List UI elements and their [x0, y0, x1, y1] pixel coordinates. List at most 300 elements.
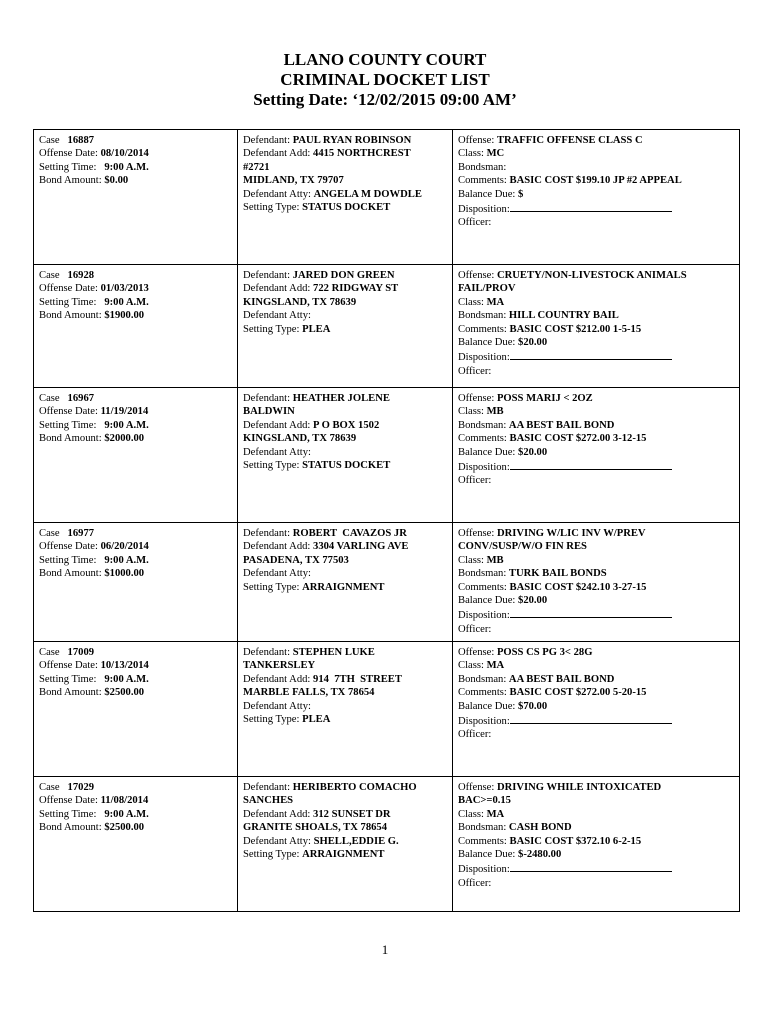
comments	[458, 432, 734, 445]
setting-type-value: STATUS DOCKET	[302, 202, 391, 214]
bond-amount-label: Bond Amount:	[39, 175, 105, 187]
comments-label: Comments:	[458, 687, 510, 699]
setting-type-label: Setting Type:	[243, 581, 303, 593]
setting-time	[39, 808, 232, 821]
officer-label: Officer:	[458, 365, 492, 377]
defendant-name-value: PAUL RYAN ROBINSON	[292, 135, 412, 146]
offense-date	[39, 540, 232, 553]
balance-due-label: Balance Due:	[458, 337, 519, 349]
case-number-value: 16967	[67, 393, 95, 404]
defendant-attorney-value: SHELL,EDDIE G.	[313, 835, 399, 847]
case-number	[39, 781, 232, 794]
defendant-address-label: Defendant Add:	[243, 283, 314, 295]
case-number	[39, 392, 232, 405]
offense-class-label: Class:	[458, 554, 487, 566]
officer	[458, 474, 734, 487]
offense-cont: FAIL/PROV	[458, 283, 516, 295]
defendant-address-line3: MIDLAND, TX 79707	[243, 175, 344, 187]
offense-date-value: 01/03/2013	[100, 283, 149, 295]
offense-cont: BAC>=0.15	[458, 795, 511, 807]
bond-amount	[39, 821, 232, 834]
docket-row	[34, 265, 740, 388]
offense-cell	[453, 523, 740, 642]
disposition-blank-line	[510, 713, 672, 724]
balance-due	[458, 700, 734, 713]
bond-amount-value: $2000.00	[104, 433, 145, 445]
defendant-cell	[238, 523, 453, 642]
defendant-attorney	[243, 309, 447, 322]
case-info-cell	[34, 523, 238, 642]
docket-row	[34, 130, 740, 265]
defendant-cell	[238, 130, 453, 265]
defendant-attorney	[243, 835, 447, 848]
setting-type-label: Setting Type:	[243, 849, 303, 861]
offense-value: TRAFFIC OFFENSE CLASS C	[496, 135, 643, 146]
bondsman-label: Bondsman:	[458, 419, 509, 431]
docket-header	[0, 50, 770, 110]
docket-row	[34, 523, 740, 642]
defendant-name-label: Defendant:	[243, 782, 293, 793]
bond-amount-value: $2500.00	[104, 687, 145, 699]
setting-time-value: 9:00 A.M.	[104, 673, 149, 685]
offense-class-value: MA	[486, 660, 505, 672]
disposition-label: Disposition:	[458, 610, 510, 622]
officer	[458, 728, 734, 741]
case-number-label: Case	[39, 393, 68, 404]
defendant-address	[243, 540, 447, 553]
setting-time-label: Setting Time:	[39, 296, 105, 308]
offense-date	[39, 147, 232, 160]
bondsman	[458, 567, 734, 580]
defendant-name-label: Defendant:	[243, 135, 293, 146]
offense-label: Offense:	[458, 528, 497, 539]
case-number	[39, 646, 232, 659]
balance-due-label: Balance Due:	[458, 446, 519, 458]
comments-value: BASIC COST $372.10 6-2-15	[509, 835, 642, 847]
setting-type	[243, 201, 447, 214]
defendant-name	[243, 134, 447, 147]
case-info-cell	[34, 265, 238, 388]
setting-time-value: 9:00 A.M.	[104, 419, 149, 431]
setting-time	[39, 554, 232, 567]
setting-time-value: 9:00 A.M.	[104, 296, 149, 308]
offense-value: POSS MARIJ < 2OZ	[496, 393, 593, 404]
setting-type-value: PLEA	[302, 323, 331, 335]
offense-class	[458, 808, 734, 821]
bond-amount	[39, 432, 232, 445]
disposition	[458, 607, 734, 622]
disposition-blank-line	[510, 201, 672, 212]
defendant-address-value: 4415 NORTHCREST	[313, 148, 411, 160]
docket-title: CRIMINAL DOCKET LIST	[280, 70, 490, 89]
offense-class	[458, 147, 734, 160]
case-number-value: 17009	[67, 647, 95, 658]
setting-time	[39, 673, 232, 686]
defendant-name	[243, 781, 447, 794]
offense-label: Offense:	[458, 270, 497, 281]
docket-row	[34, 777, 740, 912]
offense	[458, 781, 734, 794]
defendant-address	[243, 673, 447, 686]
disposition-blank-line	[510, 459, 672, 470]
case-number-label: Case	[39, 647, 68, 658]
defendant-address-line2: #2721	[243, 161, 270, 173]
offense-date-label: Offense Date:	[39, 148, 101, 160]
bond-amount-label: Bond Amount:	[39, 433, 105, 445]
defendant-address	[243, 147, 447, 160]
setting-time-label: Setting Time:	[39, 419, 105, 431]
bondsman	[458, 309, 734, 322]
offense	[458, 269, 734, 282]
balance-due	[458, 594, 734, 607]
defendant-attorney-label: Defendant Atty:	[243, 568, 314, 580]
offense-class	[458, 659, 734, 672]
balance-due	[458, 336, 734, 349]
officer	[458, 877, 734, 890]
defendant-name-value: HEATHER JOLENE	[292, 393, 390, 404]
defendant-address-line2: GRANITE SHOALS, TX 78654	[243, 822, 388, 834]
disposition	[458, 201, 734, 216]
setting-type	[243, 848, 447, 861]
offense-label: Offense:	[458, 393, 497, 404]
bondsman-label: Bondsman:	[458, 310, 509, 322]
balance-due-value: $-2480.00	[518, 849, 562, 861]
defendant-name-value: ROBERT CAVAZOS JR	[292, 528, 407, 539]
case-number-value: 16887	[67, 135, 95, 146]
defendant-name-cont: BALDWIN	[243, 406, 295, 418]
defendant-attorney-label: Defendant Atty:	[243, 700, 314, 712]
disposition-blank-line	[510, 349, 672, 360]
docket-row	[34, 642, 740, 777]
disposition-label: Disposition:	[458, 462, 510, 474]
bondsman-value: AA BEST BAIL BOND	[508, 673, 615, 685]
disposition	[458, 713, 734, 728]
defendant-name	[243, 527, 447, 540]
defendant-address	[243, 808, 447, 821]
comments-label: Comments:	[458, 835, 510, 847]
defendant-attorney	[243, 446, 447, 459]
offense-value: DRIVING W/LIC INV W/PREV	[496, 528, 646, 539]
defendant-name-cont: SANCHES	[243, 795, 294, 807]
offense-date	[39, 659, 232, 672]
defendant-address-value: 722 RIDGWAY ST	[313, 283, 399, 295]
defendant-address	[243, 419, 447, 432]
comments	[458, 686, 734, 699]
offense-class-label: Class:	[458, 148, 487, 160]
offense-class-value: MA	[486, 296, 505, 308]
bondsman	[458, 161, 734, 174]
comments-value: BASIC COST $212.00 1-5-15	[509, 323, 642, 335]
disposition-label: Disposition:	[458, 204, 510, 216]
setting-type-label: Setting Type:	[243, 323, 303, 335]
balance-due-value: $70.00	[518, 700, 548, 712]
bondsman-label: Bondsman:	[458, 161, 509, 173]
defendant-name-label: Defendant:	[243, 393, 293, 404]
offense-class	[458, 554, 734, 567]
defendant-attorney	[243, 188, 447, 201]
bondsman-value: HILL COUNTRY BAIL	[508, 310, 619, 322]
comments-value: BASIC COST $199.10 JP #2 APPEAL	[509, 175, 682, 187]
officer	[458, 623, 734, 636]
offense-cell	[453, 777, 740, 912]
case-number	[39, 134, 232, 147]
court-title: LLANO COUNTY COURT	[283, 50, 487, 69]
balance-due-label: Balance Due:	[458, 595, 519, 607]
defendant-address	[243, 282, 447, 295]
offense-date-label: Offense Date:	[39, 406, 101, 418]
offense	[458, 134, 734, 147]
defendant-name-cont: TANKERSLEY	[243, 660, 316, 672]
defendant-cell	[238, 777, 453, 912]
disposition-label: Disposition:	[458, 864, 510, 876]
officer-label: Officer:	[458, 729, 492, 741]
disposition	[458, 861, 734, 876]
bondsman	[458, 673, 734, 686]
case-number-value: 16928	[67, 270, 95, 281]
offense-label: Offense:	[458, 782, 497, 793]
offense	[458, 392, 734, 405]
setting-time-label: Setting Time:	[39, 673, 105, 685]
setting-type-value: PLEA	[302, 714, 331, 726]
defendant-attorney-label: Defendant Atty:	[243, 188, 314, 200]
comments-label: Comments:	[458, 323, 510, 335]
offense-date-label: Offense Date:	[39, 795, 101, 807]
bond-amount-value: $2500.00	[104, 822, 145, 834]
defendant-attorney-value: ANGELA M DOWDLE	[313, 188, 422, 200]
bondsman	[458, 419, 734, 432]
offense-value: POSS CS PG 3< 28G	[496, 647, 593, 658]
offense-class-label: Class:	[458, 296, 487, 308]
offense-date-value: 10/13/2014	[100, 660, 149, 672]
defendant-cell	[238, 642, 453, 777]
bond-amount-label: Bond Amount:	[39, 822, 105, 834]
case-number-label: Case	[39, 135, 68, 146]
offense-cell	[453, 388, 740, 523]
case-number-label: Case	[39, 782, 68, 793]
defendant-address-label: Defendant Add:	[243, 541, 314, 553]
bondsman-label: Bondsman:	[458, 822, 509, 834]
comments-label: Comments:	[458, 581, 510, 593]
officer-label: Officer:	[458, 877, 492, 889]
defendant-address-label: Defendant Add:	[243, 808, 314, 820]
offense-class-value: MB	[486, 554, 504, 566]
defendant-address-line2: KINGSLAND, TX 78639	[243, 296, 357, 308]
defendant-address-line2: MARBLE FALLS, TX 78654	[243, 687, 375, 699]
bondsman	[458, 821, 734, 834]
balance-due-value: $	[518, 188, 524, 200]
offense-label: Offense:	[458, 647, 497, 658]
setting-type-label: Setting Type:	[243, 714, 303, 726]
offense-date-label: Offense Date:	[39, 283, 101, 295]
offense-date-label: Offense Date:	[39, 660, 101, 672]
offense-date-value: 11/19/2014	[100, 406, 149, 418]
balance-due-label: Balance Due:	[458, 700, 519, 712]
disposition-blank-line	[510, 861, 672, 872]
disposition-label: Disposition:	[458, 716, 510, 728]
defendant-cell	[238, 265, 453, 388]
docket-row	[34, 388, 740, 523]
defendant-cell	[238, 388, 453, 523]
setting-type	[243, 713, 447, 726]
setting-time-label: Setting Time:	[39, 554, 105, 566]
offense-class-value: MA	[486, 808, 505, 820]
balance-due	[458, 188, 734, 201]
disposition	[458, 349, 734, 364]
balance-due-label: Balance Due:	[458, 849, 519, 861]
defendant-address-value: P O BOX 1502	[313, 419, 380, 431]
comments-value: BASIC COST $272.00 5-20-15	[509, 687, 647, 699]
offense-cell	[453, 265, 740, 388]
defendant-address-value: 312 SUNSET DR	[313, 808, 391, 820]
bond-amount-label: Bond Amount:	[39, 687, 105, 699]
bondsman-value: CASH BOND	[508, 822, 572, 834]
page-number: 1	[381, 942, 389, 957]
disposition	[458, 459, 734, 474]
setting-type-value: ARRAIGNMENT	[302, 581, 385, 593]
offense-date-value: 06/20/2014	[100, 541, 149, 553]
offense-date-value: 11/08/2014	[100, 795, 149, 807]
bond-amount-value: $1000.00	[104, 568, 145, 580]
bond-amount	[39, 686, 232, 699]
offense-class-value: MB	[486, 406, 504, 418]
case-info-cell	[34, 777, 238, 912]
bondsman-label: Bondsman:	[458, 568, 509, 580]
offense-date	[39, 282, 232, 295]
comments	[458, 581, 734, 594]
comments-value: BASIC COST $272.00 3-12-15	[509, 433, 647, 445]
offense-date-label: Offense Date:	[39, 541, 101, 553]
offense-value: CRUETY/NON-LIVESTOCK ANIMALS	[496, 270, 687, 281]
setting-time-label: Setting Time:	[39, 808, 105, 820]
defendant-name-label: Defendant:	[243, 647, 293, 658]
comments	[458, 174, 734, 187]
offense-date-value: 08/10/2014	[100, 148, 149, 160]
setting-type-label: Setting Type:	[243, 202, 303, 214]
offense-class-label: Class:	[458, 660, 487, 672]
defendant-attorney-label: Defendant Atty:	[243, 310, 314, 322]
bond-amount	[39, 174, 232, 187]
bond-amount-label: Bond Amount:	[39, 568, 105, 580]
setting-type	[243, 459, 447, 472]
offense	[458, 646, 734, 659]
bondsman-value: AA BEST BAIL BOND	[508, 419, 615, 431]
balance-due-value: $20.00	[518, 446, 548, 458]
case-number-value: 16977	[67, 528, 95, 539]
comments-label: Comments:	[458, 433, 510, 445]
comments-value: BASIC COST $242.10 3-27-15	[509, 581, 647, 593]
case-info-cell	[34, 642, 238, 777]
setting-date: Setting Date: ‘12/02/2015 09:00 AM’	[253, 90, 517, 109]
offense-cell	[453, 642, 740, 777]
setting-type-label: Setting Type:	[243, 460, 303, 472]
defendant-address-label: Defendant Add:	[243, 419, 314, 431]
offense-label: Offense:	[458, 135, 497, 146]
setting-time-value: 9:00 A.M.	[104, 808, 149, 820]
offense	[458, 527, 734, 540]
balance-due	[458, 446, 734, 459]
case-number-label: Case	[39, 528, 68, 539]
bondsman-value: TURK BAIL BONDS	[508, 568, 607, 580]
comments	[458, 835, 734, 848]
comments	[458, 323, 734, 336]
defendant-name	[243, 392, 447, 405]
defendant-address-label: Defendant Add:	[243, 673, 314, 685]
case-number	[39, 269, 232, 282]
defendant-address-value: 914 7TH STREET	[313, 673, 402, 685]
setting-type	[243, 323, 447, 336]
setting-type-value: ARRAIGNMENT	[302, 849, 385, 861]
offense-class	[458, 296, 734, 309]
offense-date	[39, 794, 232, 807]
balance-due	[458, 848, 734, 861]
defendant-name	[243, 646, 447, 659]
offense-value: DRIVING WHILE INTOXICATED	[496, 782, 662, 793]
officer-label: Officer:	[458, 623, 492, 635]
balance-due-value: $20.00	[518, 337, 548, 349]
setting-type-value: STATUS DOCKET	[302, 460, 391, 472]
comments-label: Comments:	[458, 175, 510, 187]
bond-amount	[39, 567, 232, 580]
case-number-value: 17029	[67, 782, 95, 793]
defendant-name-value: JARED DON GREEN	[292, 270, 395, 281]
offense-date	[39, 405, 232, 418]
officer	[458, 216, 734, 229]
docket-table	[33, 129, 740, 912]
defendant-address-line2: PASADENA, TX 77503	[243, 554, 349, 566]
bondsman-label: Bondsman:	[458, 673, 509, 685]
defendant-name	[243, 269, 447, 282]
setting-type	[243, 581, 447, 594]
case-number-label: Case	[39, 270, 68, 281]
defendant-attorney-label: Defendant Atty:	[243, 835, 314, 847]
bond-amount-value: $1900.00	[104, 310, 145, 322]
defendant-attorney	[243, 700, 447, 713]
setting-time	[39, 296, 232, 309]
defendant-address-value: 3304 VARLING AVE	[313, 541, 409, 553]
defendant-attorney	[243, 567, 447, 580]
disposition-blank-line	[510, 607, 672, 618]
offense-cell	[453, 130, 740, 265]
defendant-address-line2: KINGSLAND, TX 78639	[243, 433, 357, 445]
setting-time	[39, 419, 232, 432]
case-number	[39, 527, 232, 540]
bond-amount-label: Bond Amount:	[39, 310, 105, 322]
defendant-name-label: Defendant:	[243, 270, 293, 281]
case-info-cell	[34, 130, 238, 265]
officer-label: Officer:	[458, 475, 492, 487]
balance-due-label: Balance Due:	[458, 188, 519, 200]
defendant-name-value: STEPHEN LUKE	[292, 647, 375, 658]
defendant-name-label: Defendant:	[243, 528, 293, 539]
bond-amount-value: $0.00	[104, 175, 129, 187]
setting-time-value: 9:00 A.M.	[104, 161, 149, 173]
disposition-label: Disposition:	[458, 352, 510, 364]
setting-time-value: 9:00 A.M.	[104, 554, 149, 566]
offense-class-value: MC	[486, 148, 505, 160]
offense-class	[458, 405, 734, 418]
offense-class-label: Class:	[458, 808, 487, 820]
case-info-cell	[34, 388, 238, 523]
defendant-attorney-label: Defendant Atty:	[243, 446, 314, 458]
setting-time-label: Setting Time:	[39, 161, 105, 173]
officer	[458, 365, 734, 378]
bond-amount	[39, 309, 232, 322]
officer-label: Officer:	[458, 217, 492, 229]
offense-class-label: Class:	[458, 406, 487, 418]
offense-cont: CONV/SUSP/W/O FIN RES	[458, 541, 587, 553]
defendant-address-label: Defendant Add:	[243, 148, 314, 160]
setting-time	[39, 161, 232, 174]
